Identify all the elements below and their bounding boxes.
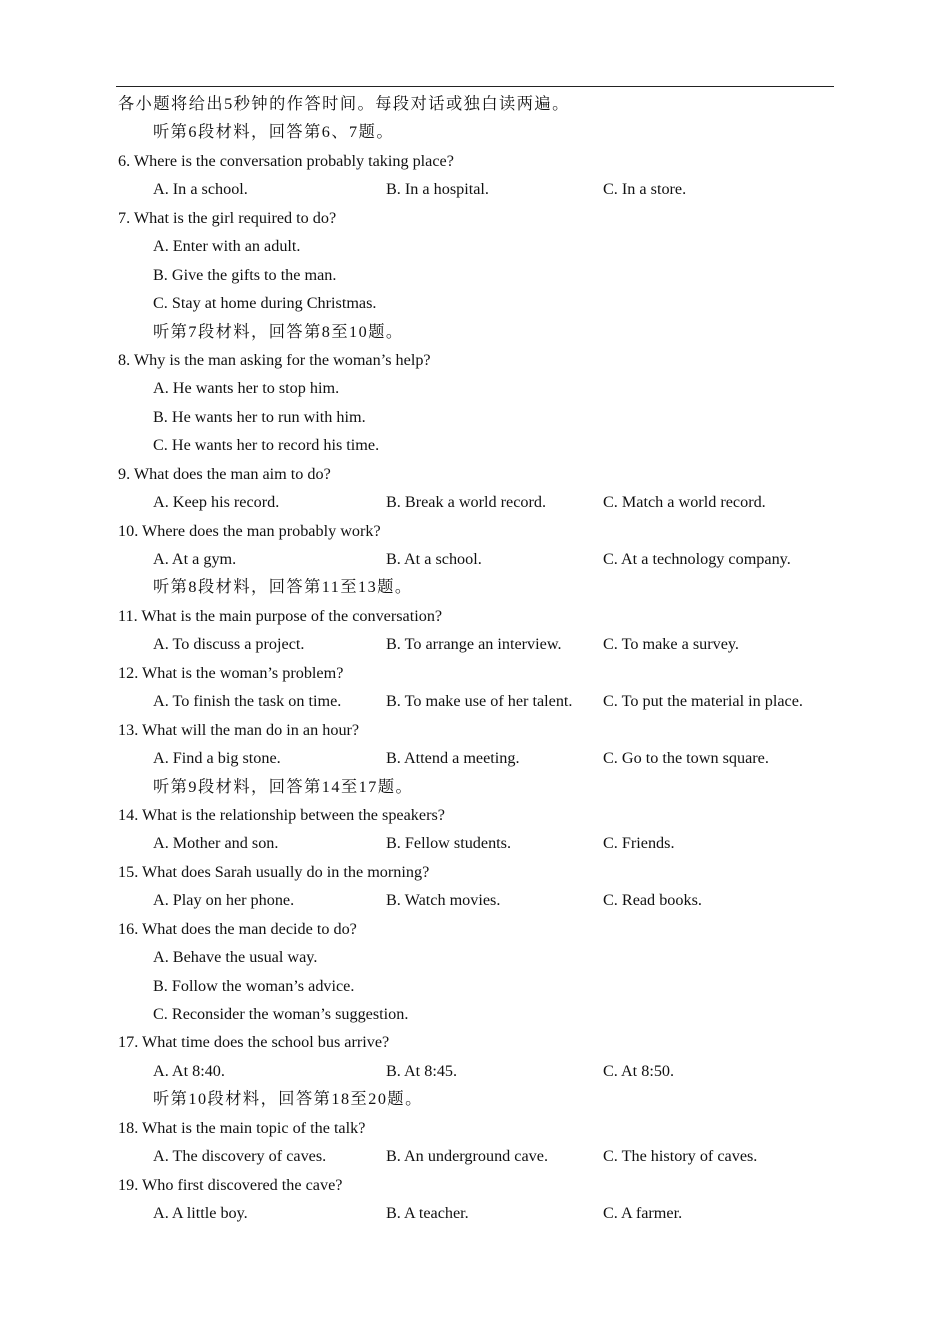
question-stem: 6. Where is the conversation probably taking place? xyxy=(118,151,454,170)
section-heading: 听第8段材料，回答第11至13题。 xyxy=(153,578,413,597)
question-stem: 15. What does Sarah usually do in the morning? xyxy=(118,862,430,881)
answer-option: A. Keep his record. xyxy=(153,493,280,512)
question-stem: 10. Where does the man probably work? xyxy=(118,521,381,540)
question-stem: 7. What is the girl required to do? xyxy=(118,208,337,227)
answer-option: C. To make a survey. xyxy=(603,635,739,654)
header-rule xyxy=(116,86,834,87)
answer-option: B. In a hospital. xyxy=(386,180,489,199)
section-heading: 听第9段材料，回答第14至17题。 xyxy=(153,777,414,796)
answer-option: C. Match a world record. xyxy=(603,493,766,512)
answer-option: B. An underground cave. xyxy=(386,1147,548,1166)
answer-option: A. In a school. xyxy=(153,180,248,199)
answer-option: C. Go to the town square. xyxy=(603,749,769,768)
answer-option: B. He wants her to run with him. xyxy=(153,407,366,426)
answer-option: A. Behave the usual way. xyxy=(153,948,318,967)
answer-option: A. Play on her phone. xyxy=(153,891,295,910)
answer-option: A. To finish the task on time. xyxy=(153,692,342,711)
answer-options-row xyxy=(118,886,834,914)
answer-option: A. At a gym. xyxy=(153,550,237,568)
answer-option: C. Friends. xyxy=(603,834,675,853)
instructions-text: 各小题将给出5秒钟的作答时间。每段对话或独白读两遍。 xyxy=(118,95,570,113)
answer-option: A. A little boy. xyxy=(153,1204,248,1223)
answer-options-row xyxy=(118,545,834,573)
question-stem: 17. What time does the school bus arrive? xyxy=(118,1033,390,1052)
answer-option: B. At 8:45. xyxy=(386,1061,458,1080)
answer-option: C. Reconsider the woman’s suggestion. xyxy=(153,1005,409,1023)
answer-options-row xyxy=(118,630,834,658)
answer-option: B. Give the gifts to the man. xyxy=(153,265,337,284)
answer-options-row xyxy=(118,1199,834,1227)
question-stem: 13. What will the man do in an hour? xyxy=(118,720,360,739)
answer-option: C. In a store. xyxy=(603,180,687,199)
answer-option: A. He wants her to stop him. xyxy=(153,379,340,398)
question-stem: 12. What is the woman’s problem? xyxy=(118,663,344,682)
answer-option: B. To arrange an interview. xyxy=(386,635,562,654)
answer-option: C. He wants her to record his time. xyxy=(153,436,380,455)
answer-option: B. Break a world record. xyxy=(386,493,547,512)
question-stem: 19. Who first discovered the cave? xyxy=(118,1175,343,1194)
answer-option: B. Watch movies. xyxy=(386,891,501,910)
answer-options-row xyxy=(118,744,834,772)
answer-option: C. Read books. xyxy=(603,891,702,910)
answer-options-row xyxy=(118,175,834,203)
answer-option: A. Enter with an adult. xyxy=(153,237,301,256)
answer-option: A. Mother and son. xyxy=(153,834,279,853)
question-stem: 11. What is the main purpose of the conversation? xyxy=(118,606,443,625)
question-stem: 8. Why is the man asking for the woman’s help? xyxy=(118,350,431,369)
answer-option: A. At 8:40. xyxy=(153,1061,225,1080)
answer-option: B. A teacher. xyxy=(386,1204,469,1223)
answer-option: C. At 8:50. xyxy=(603,1061,675,1080)
answer-options-row xyxy=(118,488,834,516)
section-heading: 听第6段材料，回答第6、7题。 xyxy=(153,123,395,142)
answer-option: B. Follow the woman’s advice. xyxy=(153,976,355,995)
exam-page xyxy=(118,90,834,1228)
answer-option: C. At a technology company. xyxy=(603,550,791,568)
answer-options-row xyxy=(118,829,834,857)
section-heading: 听第7段材料，回答第8至10题。 xyxy=(153,322,404,341)
question-stem: 16. What does the man decide to do? xyxy=(118,919,357,938)
answer-options-row xyxy=(118,1142,834,1170)
answer-option: B. At a school. xyxy=(386,550,482,568)
answer-option: B. To make use of her talent. xyxy=(386,692,573,711)
answer-option: C. To put the material in place. xyxy=(603,692,803,711)
answer-option: A. Find a big stone. xyxy=(153,749,281,768)
section-heading: 听第10段材料，回答第18至20题。 xyxy=(153,1090,423,1109)
answer-option: B. Attend a meeting. xyxy=(386,749,520,768)
question-stem: 9. What does the man aim to do? xyxy=(118,464,331,483)
answer-option: B. Fellow students. xyxy=(386,834,512,853)
answer-option: C. A farmer. xyxy=(603,1204,683,1223)
answer-option: A. The discovery of caves. xyxy=(153,1147,327,1166)
answer-options-row xyxy=(118,687,834,715)
answer-option: A. To discuss a project. xyxy=(153,635,305,654)
question-stem: 18. What is the main topic of the talk? xyxy=(118,1118,366,1137)
answer-option: C. Stay at home during Christmas. xyxy=(153,294,377,313)
question-stem: 14. What is the relationship between the speakers? xyxy=(118,805,445,824)
answer-options-row xyxy=(118,1057,834,1085)
answer-option: C. The history of caves. xyxy=(603,1147,758,1166)
